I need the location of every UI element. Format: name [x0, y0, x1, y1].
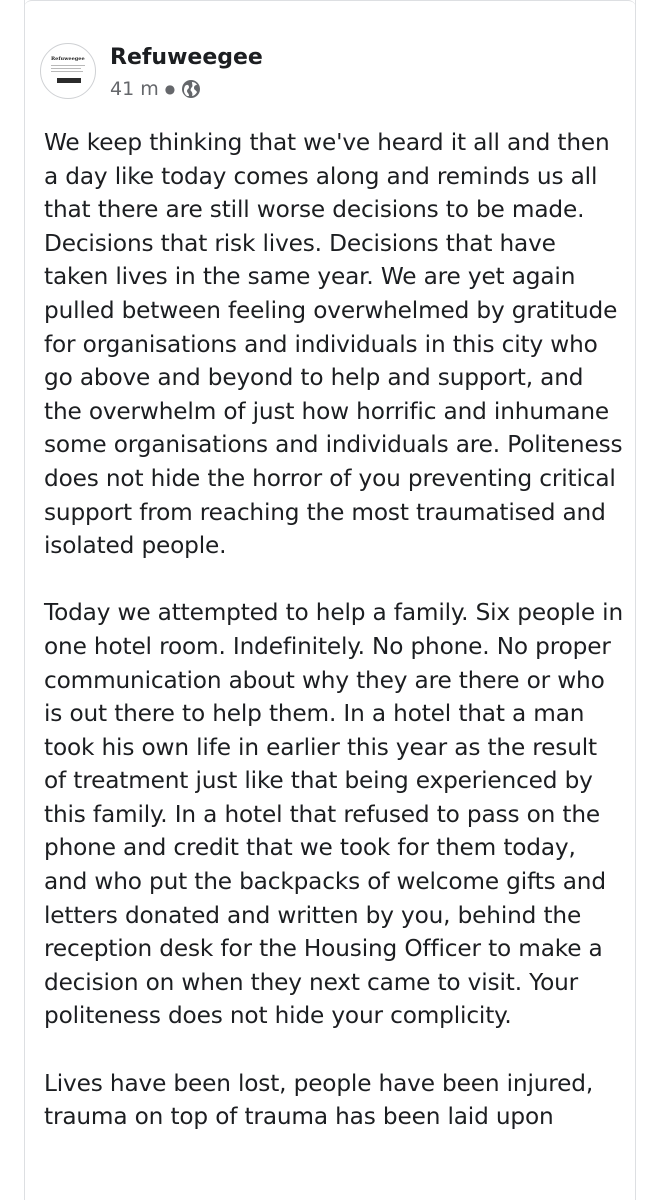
logo-line-2 [51, 68, 81, 69]
timestamp-link[interactable]: 41 m [110, 78, 159, 100]
timestamp-row [110, 78, 263, 100]
post-paragraph-3: Lives have been lost, people have been injured, trauma on top of trauma has been laid upon [44, 1069, 594, 1131]
page-name-link[interactable]: Refuweegee [110, 45, 263, 70]
avatar[interactable] [40, 43, 96, 99]
post-paragraph-1: We keep thinking that we've heard it all and then a day like today comes along and reminds us all that there are still worse decisions to be made. Decisions that risk lives. Decisions that have taken lives in the same year. We are yet again pulled between feeling overwhelmed by gratitude for organisations and individuals in this city who go above and beyond to help and support, and the overwhelm of just how horrific and inhumane some organisations and individuals are. Politeness does not hide the horror of you preventing critical support from reaching the most traumatised and isolated people. [44, 129, 623, 560]
logo-line-1 [51, 65, 85, 66]
post-paragraph-2: Today we attempted to help a family. Six people in one hotel room. Indefinitely. No phone. No proper communication about why they are there or who is out there to help them. In a hotel that a man took his own life in earlier this year as the result of treatment just like that being experienced by this family. In a hotel that refused to pass on the phone and credit that we took for them today, and who put the backpacks of welcome gifts and letters donated and written by you, behind the reception desk for the Housing Officer to make a decision on when they next came to visit. Your politeness does not hide your complicity. [44, 599, 624, 1030]
refuweegee-logo-avatar: Refuweegee [51, 56, 85, 62]
post-text [44, 126, 624, 1134]
post-card-top-edge [24, 0, 636, 18]
post-header [40, 38, 263, 104]
globe-icon[interactable] [181, 79, 201, 99]
post-meta [110, 42, 263, 100]
logo-bar [57, 78, 81, 83]
logo-line-3 [51, 71, 83, 72]
separator-dot: ● [164, 82, 176, 96]
